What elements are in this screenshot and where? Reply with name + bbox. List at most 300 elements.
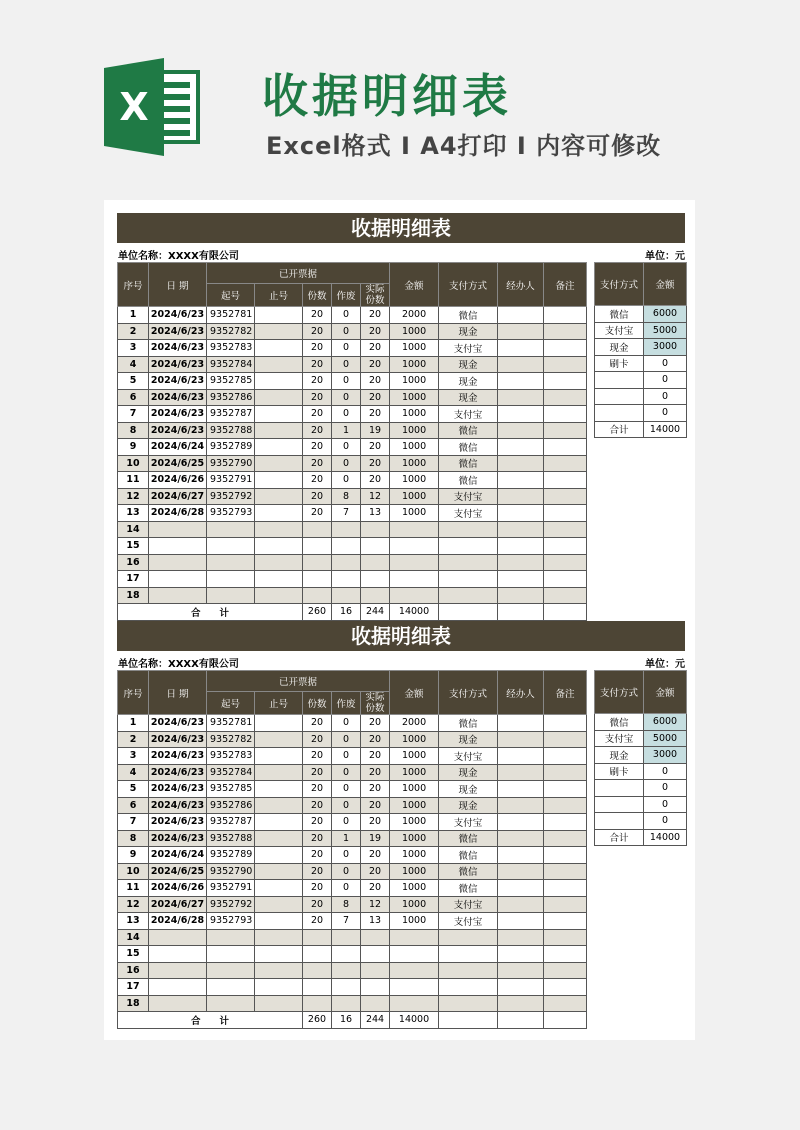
- table-cell[interactable]: [255, 389, 303, 406]
- table-cell[interactable]: [255, 488, 303, 505]
- table-cell[interactable]: 现金: [439, 356, 498, 373]
- table-cell[interactable]: [498, 814, 544, 831]
- table-cell[interactable]: 1000: [390, 472, 439, 489]
- table-cell[interactable]: 7: [332, 913, 361, 930]
- table-cell[interactable]: 20: [361, 863, 390, 880]
- table-cell[interactable]: [544, 781, 587, 798]
- table-cell[interactable]: 2024/6/23: [149, 373, 207, 390]
- table-cell[interactable]: [498, 913, 544, 930]
- table-cell[interactable]: [498, 880, 544, 897]
- table-cell[interactable]: [390, 538, 439, 555]
- table-cell[interactable]: 支付宝: [439, 814, 498, 831]
- table-cell[interactable]: [207, 979, 255, 996]
- table-cell[interactable]: 1000: [390, 373, 439, 390]
- table-cell[interactable]: 20: [361, 847, 390, 864]
- table-cell[interactable]: 8: [332, 488, 361, 505]
- table-cell[interactable]: [390, 946, 439, 963]
- table-cell[interactable]: 20: [361, 731, 390, 748]
- table-cell[interactable]: 12: [361, 896, 390, 913]
- table-cell[interactable]: 9352783: [207, 748, 255, 765]
- table-cell[interactable]: 10: [118, 455, 149, 472]
- table-cell[interactable]: 20: [361, 406, 390, 423]
- table-cell[interactable]: [498, 979, 544, 996]
- table-cell[interactable]: 1000: [390, 748, 439, 765]
- table-cell[interactable]: [332, 554, 361, 571]
- table-cell[interactable]: [332, 979, 361, 996]
- table-cell[interactable]: 0: [332, 748, 361, 765]
- table-cell[interactable]: [332, 521, 361, 538]
- table-cell[interactable]: [255, 847, 303, 864]
- table-cell[interactable]: 9352790: [207, 455, 255, 472]
- table-cell[interactable]: [544, 995, 587, 1012]
- table-cell[interactable]: [207, 538, 255, 555]
- table-cell[interactable]: 20: [361, 323, 390, 340]
- table-cell[interactable]: 1000: [390, 896, 439, 913]
- table-cell[interactable]: 0: [332, 340, 361, 357]
- table-cell[interactable]: 2024/6/23: [149, 781, 207, 798]
- table-cell[interactable]: [303, 962, 332, 979]
- table-cell[interactable]: 9352786: [207, 389, 255, 406]
- table-cell[interactable]: 7: [118, 406, 149, 423]
- table-cell[interactable]: 20: [361, 797, 390, 814]
- table-cell[interactable]: [255, 764, 303, 781]
- table-cell[interactable]: 现金: [439, 781, 498, 798]
- table-cell[interactable]: 9352781: [207, 715, 255, 732]
- table-cell[interactable]: [255, 715, 303, 732]
- table-cell[interactable]: 15: [118, 946, 149, 963]
- table-cell[interactable]: 9352789: [207, 847, 255, 864]
- table-cell[interactable]: 微信: [439, 880, 498, 897]
- table-cell[interactable]: 2000: [390, 715, 439, 732]
- table-cell[interactable]: 20: [303, 797, 332, 814]
- table-cell[interactable]: [207, 554, 255, 571]
- table-cell[interactable]: 20: [303, 356, 332, 373]
- table-cell[interactable]: [390, 962, 439, 979]
- table-cell[interactable]: [149, 946, 207, 963]
- table-cell[interactable]: [255, 439, 303, 456]
- table-cell[interactable]: 13: [361, 913, 390, 930]
- table-cell[interactable]: 8: [118, 830, 149, 847]
- table-cell[interactable]: 2024/6/25: [149, 455, 207, 472]
- table-cell[interactable]: 20: [303, 731, 332, 748]
- table-cell[interactable]: 1000: [390, 422, 439, 439]
- table-cell[interactable]: [207, 995, 255, 1012]
- table-cell[interactable]: [149, 995, 207, 1012]
- table-cell[interactable]: [544, 847, 587, 864]
- table-cell[interactable]: [439, 554, 498, 571]
- table-cell[interactable]: [361, 946, 390, 963]
- table-cell[interactable]: [303, 571, 332, 588]
- table-cell[interactable]: 20: [303, 814, 332, 831]
- table-cell[interactable]: [498, 323, 544, 340]
- table-cell[interactable]: [544, 554, 587, 571]
- table-cell[interactable]: 20: [303, 764, 332, 781]
- table-cell[interactable]: 支付宝: [439, 488, 498, 505]
- table-cell[interactable]: 20: [303, 847, 332, 864]
- table-cell[interactable]: 2024/6/23: [149, 748, 207, 765]
- table-cell[interactable]: [498, 422, 544, 439]
- table-cell[interactable]: [361, 995, 390, 1012]
- table-cell[interactable]: [255, 797, 303, 814]
- table-cell[interactable]: 支付宝: [439, 406, 498, 423]
- table-cell[interactable]: 2024/6/23: [149, 307, 207, 324]
- table-cell[interactable]: 9352787: [207, 406, 255, 423]
- table-cell[interactable]: [255, 748, 303, 765]
- table-cell[interactable]: [498, 830, 544, 847]
- table-cell[interactable]: [544, 962, 587, 979]
- table-cell[interactable]: [207, 946, 255, 963]
- table-cell[interactable]: 2024/6/25: [149, 863, 207, 880]
- table-cell[interactable]: [255, 995, 303, 1012]
- table-cell[interactable]: 3: [118, 748, 149, 765]
- table-cell[interactable]: 2024/6/23: [149, 323, 207, 340]
- table-cell[interactable]: 1000: [390, 340, 439, 357]
- table-cell[interactable]: 9352783: [207, 340, 255, 357]
- table-cell[interactable]: 9352782: [207, 731, 255, 748]
- table-cell[interactable]: [255, 455, 303, 472]
- table-cell[interactable]: [439, 587, 498, 604]
- table-cell[interactable]: 9352789: [207, 439, 255, 456]
- table-cell[interactable]: 1: [118, 307, 149, 324]
- table-cell[interactable]: [255, 472, 303, 489]
- table-cell[interactable]: [255, 979, 303, 996]
- table-cell[interactable]: [255, 962, 303, 979]
- table-cell[interactable]: [498, 439, 544, 456]
- table-cell[interactable]: [544, 797, 587, 814]
- table-cell[interactable]: [544, 731, 587, 748]
- table-cell[interactable]: [303, 521, 332, 538]
- table-cell[interactable]: [255, 830, 303, 847]
- table-cell[interactable]: 支付宝: [439, 896, 498, 913]
- table-cell[interactable]: 6: [118, 389, 149, 406]
- table-cell[interactable]: [255, 814, 303, 831]
- table-cell[interactable]: [332, 929, 361, 946]
- table-cell[interactable]: [207, 587, 255, 604]
- table-cell[interactable]: [255, 505, 303, 522]
- table-cell[interactable]: [544, 946, 587, 963]
- table-cell[interactable]: [255, 913, 303, 930]
- table-cell[interactable]: 20: [303, 896, 332, 913]
- table-cell[interactable]: [207, 962, 255, 979]
- table-cell[interactable]: [361, 538, 390, 555]
- table-cell[interactable]: 20: [303, 439, 332, 456]
- table-cell[interactable]: 2024/6/23: [149, 764, 207, 781]
- table-cell[interactable]: [544, 814, 587, 831]
- table-cell[interactable]: [498, 488, 544, 505]
- table-cell[interactable]: 支付宝: [439, 340, 498, 357]
- table-cell[interactable]: [498, 554, 544, 571]
- table-cell[interactable]: [303, 946, 332, 963]
- table-cell[interactable]: [498, 472, 544, 489]
- table-cell[interactable]: 微信: [439, 472, 498, 489]
- table-cell[interactable]: 现金: [439, 323, 498, 340]
- table-cell[interactable]: [498, 946, 544, 963]
- table-cell[interactable]: [498, 373, 544, 390]
- table-cell[interactable]: 12: [361, 488, 390, 505]
- table-cell[interactable]: [544, 472, 587, 489]
- table-cell[interactable]: 1000: [390, 323, 439, 340]
- table-cell[interactable]: 1000: [390, 797, 439, 814]
- table-cell[interactable]: 16: [118, 554, 149, 571]
- table-cell[interactable]: [255, 323, 303, 340]
- table-cell[interactable]: 9352785: [207, 781, 255, 798]
- table-cell[interactable]: [544, 587, 587, 604]
- table-cell[interactable]: 20: [303, 830, 332, 847]
- table-cell[interactable]: [361, 554, 390, 571]
- table-cell[interactable]: 0: [332, 814, 361, 831]
- table-cell[interactable]: 9352788: [207, 830, 255, 847]
- table-cell[interactable]: 15: [118, 538, 149, 555]
- table-cell[interactable]: [498, 995, 544, 1012]
- table-cell[interactable]: 7: [332, 505, 361, 522]
- table-cell[interactable]: [498, 929, 544, 946]
- table-cell[interactable]: 20: [303, 389, 332, 406]
- table-cell[interactable]: [255, 781, 303, 798]
- table-cell[interactable]: [255, 863, 303, 880]
- table-cell[interactable]: [498, 896, 544, 913]
- table-cell[interactable]: 18: [118, 995, 149, 1012]
- table-cell[interactable]: [390, 929, 439, 946]
- table-cell[interactable]: 20: [361, 814, 390, 831]
- table-cell[interactable]: [498, 587, 544, 604]
- table-cell[interactable]: 5: [118, 373, 149, 390]
- table-cell[interactable]: 2024/6/23: [149, 340, 207, 357]
- table-cell[interactable]: [439, 538, 498, 555]
- table-cell[interactable]: 9352784: [207, 356, 255, 373]
- table-cell[interactable]: 9352793: [207, 505, 255, 522]
- table-cell[interactable]: [544, 748, 587, 765]
- table-cell[interactable]: 20: [303, 307, 332, 324]
- table-cell[interactable]: 9352787: [207, 814, 255, 831]
- table-cell[interactable]: [498, 521, 544, 538]
- table-cell[interactable]: 9352792: [207, 896, 255, 913]
- table-cell[interactable]: 0: [332, 455, 361, 472]
- table-cell[interactable]: 9352781: [207, 307, 255, 324]
- table-cell[interactable]: [361, 587, 390, 604]
- table-cell[interactable]: 2024/6/23: [149, 814, 207, 831]
- table-cell[interactable]: 支付宝: [439, 748, 498, 765]
- table-cell[interactable]: 2024/6/23: [149, 389, 207, 406]
- table-cell[interactable]: [498, 307, 544, 324]
- table-cell[interactable]: [255, 422, 303, 439]
- table-cell[interactable]: [498, 764, 544, 781]
- table-cell[interactable]: 11: [118, 472, 149, 489]
- table-cell[interactable]: 20: [303, 472, 332, 489]
- table-cell[interactable]: 2024/6/23: [149, 797, 207, 814]
- table-cell[interactable]: 微信: [439, 307, 498, 324]
- table-cell[interactable]: 9: [118, 847, 149, 864]
- table-cell[interactable]: [255, 307, 303, 324]
- table-cell[interactable]: [498, 356, 544, 373]
- table-cell[interactable]: 18: [118, 587, 149, 604]
- table-cell[interactable]: [544, 356, 587, 373]
- table-cell[interactable]: 2024/6/26: [149, 472, 207, 489]
- table-cell[interactable]: 20: [303, 781, 332, 798]
- table-cell[interactable]: 2024/6/23: [149, 715, 207, 732]
- table-cell[interactable]: 1: [332, 422, 361, 439]
- table-cell[interactable]: [498, 847, 544, 864]
- table-cell[interactable]: 1000: [390, 505, 439, 522]
- table-cell[interactable]: [544, 389, 587, 406]
- table-cell[interactable]: 0: [332, 323, 361, 340]
- table-cell[interactable]: 9: [118, 439, 149, 456]
- table-cell[interactable]: 现金: [439, 764, 498, 781]
- table-cell[interactable]: 2000: [390, 307, 439, 324]
- table-cell[interactable]: [332, 571, 361, 588]
- table-cell[interactable]: [498, 731, 544, 748]
- table-cell[interactable]: [498, 340, 544, 357]
- table-cell[interactable]: [361, 929, 390, 946]
- table-cell[interactable]: [439, 995, 498, 1012]
- table-cell[interactable]: 1000: [390, 455, 439, 472]
- table-cell[interactable]: 13: [118, 913, 149, 930]
- table-cell[interactable]: [544, 323, 587, 340]
- table-cell[interactable]: 2024/6/24: [149, 847, 207, 864]
- table-cell[interactable]: 2024/6/28: [149, 505, 207, 522]
- table-cell[interactable]: [498, 389, 544, 406]
- table-cell[interactable]: 2024/6/27: [149, 488, 207, 505]
- table-cell[interactable]: [439, 521, 498, 538]
- table-cell[interactable]: 20: [303, 373, 332, 390]
- table-cell[interactable]: 2: [118, 731, 149, 748]
- table-cell[interactable]: [498, 571, 544, 588]
- table-cell[interactable]: 0: [332, 731, 361, 748]
- table-cell[interactable]: [390, 571, 439, 588]
- table-cell[interactable]: 20: [303, 880, 332, 897]
- table-cell[interactable]: [332, 946, 361, 963]
- table-cell[interactable]: 20: [361, 880, 390, 897]
- table-cell[interactable]: [498, 455, 544, 472]
- table-cell[interactable]: [498, 962, 544, 979]
- table-cell[interactable]: 1000: [390, 406, 439, 423]
- table-cell[interactable]: 8: [118, 422, 149, 439]
- table-cell[interactable]: [149, 554, 207, 571]
- table-cell[interactable]: [303, 979, 332, 996]
- table-cell[interactable]: 现金: [439, 797, 498, 814]
- table-cell[interactable]: 6: [118, 797, 149, 814]
- table-cell[interactable]: [255, 880, 303, 897]
- table-cell[interactable]: [255, 946, 303, 963]
- table-cell[interactable]: 14: [118, 929, 149, 946]
- table-cell[interactable]: [149, 587, 207, 604]
- table-cell[interactable]: [303, 587, 332, 604]
- table-cell[interactable]: 20: [303, 323, 332, 340]
- table-cell[interactable]: [439, 979, 498, 996]
- table-cell[interactable]: [149, 571, 207, 588]
- table-cell[interactable]: 20: [303, 913, 332, 930]
- table-cell[interactable]: [332, 538, 361, 555]
- table-cell[interactable]: 20: [361, 715, 390, 732]
- table-cell[interactable]: 20: [361, 340, 390, 357]
- table-cell[interactable]: [498, 505, 544, 522]
- table-cell[interactable]: [255, 538, 303, 555]
- table-cell[interactable]: [544, 505, 587, 522]
- table-cell[interactable]: [498, 715, 544, 732]
- table-cell[interactable]: [255, 554, 303, 571]
- table-cell[interactable]: 20: [361, 781, 390, 798]
- table-cell[interactable]: [498, 863, 544, 880]
- table-cell[interactable]: 微信: [439, 439, 498, 456]
- table-cell[interactable]: [544, 880, 587, 897]
- table-cell[interactable]: [390, 587, 439, 604]
- table-cell[interactable]: 0: [332, 863, 361, 880]
- table-cell[interactable]: [361, 962, 390, 979]
- table-cell[interactable]: 16: [118, 962, 149, 979]
- table-cell[interactable]: [207, 521, 255, 538]
- table-cell[interactable]: [544, 422, 587, 439]
- table-cell[interactable]: [544, 913, 587, 930]
- table-cell[interactable]: 20: [361, 439, 390, 456]
- table-cell[interactable]: [255, 373, 303, 390]
- table-cell[interactable]: [149, 929, 207, 946]
- table-cell[interactable]: 0: [332, 715, 361, 732]
- table-cell[interactable]: 微信: [439, 863, 498, 880]
- table-cell[interactable]: [544, 439, 587, 456]
- table-cell[interactable]: 9352784: [207, 764, 255, 781]
- table-cell[interactable]: [544, 979, 587, 996]
- table-cell[interactable]: [544, 896, 587, 913]
- table-cell[interactable]: 0: [332, 373, 361, 390]
- table-cell[interactable]: 9352782: [207, 323, 255, 340]
- table-cell[interactable]: 0: [332, 389, 361, 406]
- table-cell[interactable]: [207, 929, 255, 946]
- table-cell[interactable]: [439, 929, 498, 946]
- table-cell[interactable]: 9352786: [207, 797, 255, 814]
- table-cell[interactable]: [361, 571, 390, 588]
- table-cell[interactable]: [149, 521, 207, 538]
- table-cell[interactable]: [255, 356, 303, 373]
- table-cell[interactable]: 0: [332, 406, 361, 423]
- table-cell[interactable]: [544, 715, 587, 732]
- table-cell[interactable]: [361, 521, 390, 538]
- table-cell[interactable]: 0: [332, 439, 361, 456]
- table-cell[interactable]: 17: [118, 571, 149, 588]
- table-cell[interactable]: 1000: [390, 830, 439, 847]
- table-cell[interactable]: 2024/6/27: [149, 896, 207, 913]
- table-cell[interactable]: [498, 797, 544, 814]
- table-cell[interactable]: [255, 731, 303, 748]
- table-cell[interactable]: 0: [332, 472, 361, 489]
- table-cell[interactable]: 2024/6/28: [149, 913, 207, 930]
- table-cell[interactable]: 现金: [439, 373, 498, 390]
- table-cell[interactable]: 0: [332, 307, 361, 324]
- table-cell[interactable]: [544, 307, 587, 324]
- table-cell[interactable]: [207, 571, 255, 588]
- table-cell[interactable]: 1000: [390, 356, 439, 373]
- table-cell[interactable]: 支付宝: [439, 913, 498, 930]
- table-cell[interactable]: [332, 587, 361, 604]
- table-cell[interactable]: 0: [332, 764, 361, 781]
- table-cell[interactable]: [498, 748, 544, 765]
- table-cell[interactable]: 20: [361, 748, 390, 765]
- table-cell[interactable]: 微信: [439, 455, 498, 472]
- table-cell[interactable]: 微信: [439, 422, 498, 439]
- table-cell[interactable]: [439, 946, 498, 963]
- table-cell[interactable]: 现金: [439, 731, 498, 748]
- table-cell[interactable]: 现金: [439, 389, 498, 406]
- table-cell[interactable]: 1000: [390, 764, 439, 781]
- table-cell[interactable]: [498, 406, 544, 423]
- table-cell[interactable]: 20: [361, 373, 390, 390]
- table-cell[interactable]: [255, 929, 303, 946]
- table-cell[interactable]: 1000: [390, 781, 439, 798]
- table-cell[interactable]: 20: [303, 406, 332, 423]
- table-cell[interactable]: 20: [303, 488, 332, 505]
- table-cell[interactable]: 9352790: [207, 863, 255, 880]
- table-cell[interactable]: [303, 995, 332, 1012]
- table-cell[interactable]: [544, 538, 587, 555]
- table-cell[interactable]: 1000: [390, 731, 439, 748]
